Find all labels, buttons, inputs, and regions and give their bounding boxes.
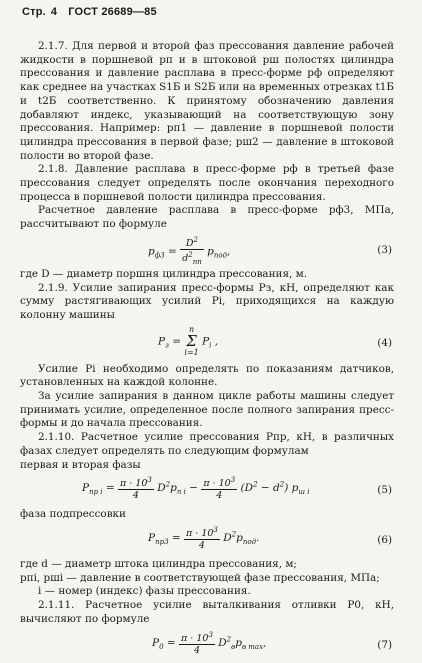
paragraph-2-1-11: 2.1.11. Расчетное усилие выталкивания отливки P0, кН, вычисляют по формуле [20,599,394,625]
paragraph-2-1-9: 2.1.9. Усилие запирания пресс-формы Pз, кН, определяют как сумму растягивающих усилий Pi, приходящихся на каждую колонну машины [20,281,394,321]
where-p: pпi, pшi — давление в соответствующей фазе прессования, МПа; [20,571,380,584]
page-number: 4 [50,6,58,18]
formula-4-number: (4) [377,336,392,349]
where-i: i — номер (индекс) фазы прессования. [38,585,251,598]
formula-4 [20,326,394,360]
subpress-label: фаза подпрессовки [20,508,126,521]
formula-7-expression: $P_0$ = $\frac{\pi \cdot 10^3}{4}$ $D^2_вp_{в max}$, [152,630,267,656]
paragraph-sensor: Усилие Pi необходимо определять по показаниям датчиков, установленных на каждой колонне. [20,362,394,389]
paragraph-2-1-7: 2.1.7. Для первой и второй фаз прессования давление рабочей жидкости в поршневой pп и в штоковой pш полостях цилиндра прессования и давление расплава в пресс-форме pф определяют как среднее на участках S1Б и S2Б или на временных отрезках t1Б и t2Б соответственно. К принятому обозначению давления добавляют индекс, указывающий на соответствующую зону прессования. Например: pп1 — давление в поршневой полости цилиндра прессования в первой фазе; pш2 — давление в штоковой полости во второй фазе. [20,40,394,162]
formula-5 [20,475,394,505]
formula-7-number: (7) [377,638,392,651]
formula-6 [20,525,394,555]
formula-3-number: (3) [377,243,392,256]
paragraph-calc-pressure: Расчетное давление расплава в пресс-форме pф3, МПа, рассчитывают по формуле [20,204,394,231]
paragraph-lock: За усилие запирания в данном цикле работы машины следует принимать усилие, определенное после полного запирания пресс-формы и до начала прессования. [20,390,394,430]
standard-id: ГОСТ 26689—85 [68,6,157,18]
document-body [20,40,394,663]
formula-7 [20,630,394,660]
paragraph-2-1-10: 2.1.10. Расчетное усилие прессования Pпр, кН, в различных фазах следует определять по следующим формулам [20,431,394,457]
where-d: где d — диаметр штока цилиндра прессования, м; [20,557,297,570]
formula-5-expression: $P_{пр i}$ = $\frac{\pi \cdot 10^3}{4}$ $D^2p_{п i}$ − $\frac{\pi \cdot 10^3}{4}$ $(D^2 - d^2)$ $p_{ш i}$ [82,476,310,502]
paragraph-2-1-8: 2.1.8. Давление расплава в пресс-форме pф в третьей фазе прессования следует определять после окончания переходного процесса в поршневой полости цилиндра прессования. [20,163,394,203]
phase-1-2-label: первая и вторая фазы [20,458,141,471]
formula-3 [20,235,394,265]
formula-6-expression: $P_{пр3}$ = $\frac{\pi \cdot 10^3}{4}$ $D^2p_{под}$. [148,525,260,552]
formula-6-number: (6) [377,533,392,546]
where-D: где D — диаметр поршня цилиндра прессования, м. [20,267,308,280]
page-header [22,6,162,18]
page-label: Стр. [22,6,46,18]
formula-3-expression: $p_{ф3}$ = $\frac{D^2}{d^2_{пп}}$ $p_{под}$, [148,235,231,267]
formula-5-number: (5) [377,484,392,497]
formula-4-expression: $P_з = n$ Σ i=1 $P_i$ , [158,324,219,357]
